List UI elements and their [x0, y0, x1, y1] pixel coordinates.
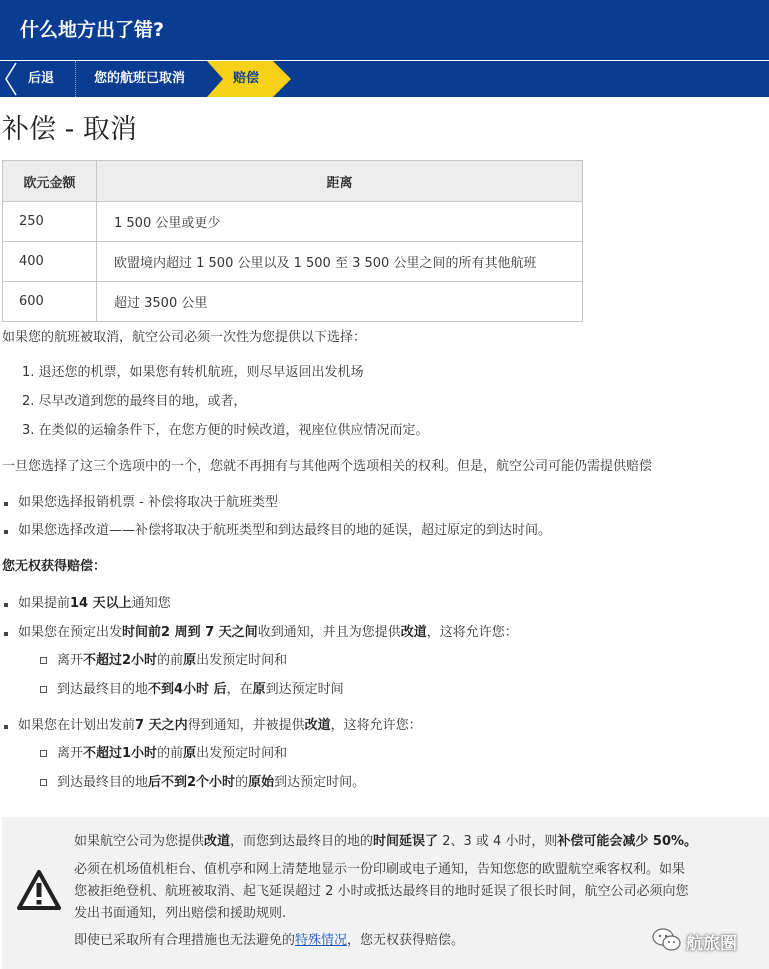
chevron-left-icon: [2, 61, 20, 97]
sub-rule-text: 的前: [157, 746, 184, 761]
sub-bullet-icon: [40, 686, 47, 693]
bullet-icon: [4, 530, 8, 534]
rule-item: [18, 716, 422, 736]
sub-rule-emphasis: 原: [183, 746, 197, 761]
rule-emphasis: 改道: [400, 625, 427, 640]
sub-rule-emphasis: 不到4小时 后: [148, 682, 227, 697]
bullet-icon: [4, 725, 8, 729]
sub-rule-text: 离开: [57, 653, 84, 668]
rule-text: 如果您在计划出发前: [18, 718, 136, 733]
column-header-amount: 欧元金额: [3, 161, 97, 202]
table-row: [3, 242, 583, 282]
note-line: 必须在机场值机柜台、值机亭和网上清楚地显示一份印刷或电子通知，告知您您的欧盟航空乘客权利。如果: [74, 862, 686, 877]
sub-rule-emphasis: 原: [183, 653, 197, 668]
option-item: 3. 在类似的运输条件下，在您方便的时候改道，视座位供应情况而定。: [22, 423, 429, 438]
rule-emphasis: 7 天之内: [135, 718, 188, 733]
breadcrumb-item-compensation[interactable]: [207, 61, 291, 97]
sub-bullet-icon: [40, 750, 47, 757]
rule-emphasis: 改道: [304, 718, 331, 733]
sub-rule-text: 出发预定时间和: [196, 653, 288, 668]
sub-rule-text: 到达最终目的地: [57, 682, 149, 697]
sub-rule-text: 到达最终目的地: [57, 775, 149, 790]
intro-text: 如果您的航班被取消，航空公司必须一次性为您提供以下选择：: [2, 330, 367, 345]
warning-icon: [16, 869, 62, 911]
note-text: ，您无权获得赔偿。: [347, 933, 465, 948]
sub-rule-emphasis: 不超过2小时: [83, 653, 158, 668]
breadcrumb: [0, 61, 769, 97]
note-emphasis: 补偿可能会减少 50%。: [557, 834, 698, 849]
rule-text: ，这将允许您：: [426, 625, 518, 640]
note-line: 发出书面通知，列出赔偿和援助规则.: [74, 906, 287, 921]
rule-item: [18, 623, 518, 643]
sub-bullet-icon: [40, 657, 47, 664]
note-text: 2、3 或 4 小时，则: [438, 834, 558, 849]
table-cell-distance: 欧盟境内超过 1 500 公里以及 1 500 至 3 500 公里之间的所有其他航班: [97, 242, 583, 282]
compensation-table: [2, 160, 583, 322]
watermark-label: 航旅圈: [686, 934, 737, 954]
note-text: 即使已采取所有合理措施也无法避免的: [74, 933, 296, 948]
sub-rule-text: 到达预定时间: [265, 682, 344, 697]
sub-rule-emphasis: 不超过1小时: [83, 746, 158, 761]
sub-rule-text: 离开: [57, 746, 84, 761]
choice-bullet-item: 如果您选择改道——补偿将取决于航班类型和到达最终目的地的延误，超过原定的到达时间。: [18, 523, 552, 538]
note-line: 您被拒绝登机、航班被取消、起飞延误超过 2 小时或抵达最终目的地时延误了很长时间，航空公司必须向您: [74, 884, 689, 899]
page-header: [0, 0, 769, 60]
note-text: 如果航空公司为您提供: [74, 834, 205, 849]
option-item: 1. 退还您的机票，如果您有转机航班，则尽早返回出发机场: [22, 365, 364, 380]
rule-emphasis: 时间前2 周到 7 天之间: [122, 625, 258, 640]
table-cell-amount: 250: [3, 202, 97, 242]
table-cell-amount: 600: [3, 282, 97, 322]
watermark: [628, 920, 769, 960]
table-cell-amount: 400: [3, 242, 97, 282]
breadcrumb-current-label: 赔偿: [233, 71, 260, 86]
no-right-heading: [2, 557, 106, 577]
rule-text: 如果提前: [18, 596, 71, 611]
note-line: [74, 931, 464, 951]
sub-rule-emphasis: 原: [252, 682, 266, 697]
back-button[interactable]: [0, 61, 76, 97]
bullet-icon: [4, 502, 8, 506]
header-title: 什么地方出了错?: [20, 19, 165, 41]
no-right-heading-text: 您无权获得赔偿：: [2, 559, 107, 574]
sub-rule-item: [57, 744, 287, 764]
choice-bullet-item: 如果您选择报销机票 - 补偿将取决于航班类型: [18, 495, 278, 510]
sub-rule-text: 的: [235, 775, 249, 790]
rule-text: 如果您在预定出发: [18, 625, 123, 640]
column-header-distance: 距离: [97, 161, 583, 202]
rule-text: 通知您: [131, 596, 171, 611]
sub-rule-text: ，在: [226, 682, 253, 697]
special-circumstances-link[interactable]: 特殊情况: [295, 933, 348, 948]
table-row: [3, 282, 583, 322]
back-label: 后退: [28, 71, 55, 86]
note-text: ，而您到达最终目的地的: [230, 834, 374, 849]
bullet-icon: [4, 603, 8, 607]
sub-rule-item: [57, 651, 287, 671]
after-choice-text: 一旦您选择了这三个选项中的一个，您就不再拥有与其他两个选项相关的权利。但是，航空公司可能仍需提供赔偿: [2, 459, 653, 474]
rule-emphasis: 14 天以上: [70, 596, 132, 611]
breadcrumb-item-cancelled[interactable]: 您的航班已取消: [94, 71, 186, 86]
note-emphasis: 时间延误了: [373, 834, 439, 849]
sub-rule-item: [57, 680, 344, 700]
rule-text: 得到通知，并被提供: [187, 718, 305, 733]
bullet-icon: [4, 632, 8, 636]
page-title: 补偿 - 取消: [2, 114, 137, 145]
table-cell-distance: 超过 3500 公里: [97, 282, 583, 322]
sub-rule-item: [57, 773, 365, 793]
wechat-icon: [652, 927, 682, 953]
note-emphasis: 改道: [204, 834, 231, 849]
sub-rule-emphasis: 原始: [248, 775, 275, 790]
sub-bullet-icon: [40, 779, 47, 786]
table-cell-distance: 1 500 公里或更少: [97, 202, 583, 242]
sub-rule-emphasis: 后不到2个小时: [148, 775, 236, 790]
sub-rule-text: 到达预定时间。: [274, 775, 366, 790]
rule-item: [18, 594, 171, 614]
sub-rule-text: 的前: [157, 653, 184, 668]
note-line: [74, 832, 697, 852]
option-item: 2. 尽早改道到您的最终目的地，或者，: [22, 394, 247, 409]
table-row: [3, 202, 583, 242]
sub-rule-text: 出发预定时间和: [196, 746, 288, 761]
rule-text: ，这将允许您：: [330, 718, 422, 733]
rule-text: 收到通知，并且为您提供: [257, 625, 401, 640]
table-header-row: [3, 161, 583, 202]
